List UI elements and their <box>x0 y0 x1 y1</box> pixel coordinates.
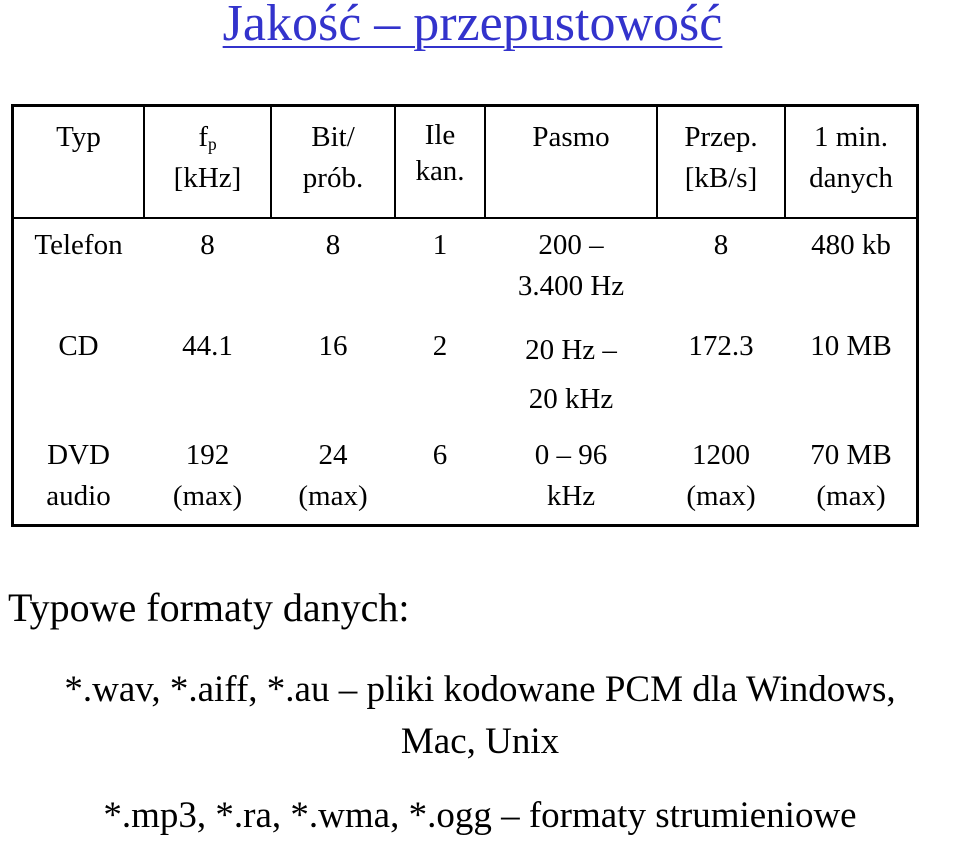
table-cell: 44.1 <box>182 330 233 362</box>
section-heading: Typowe formaty danych: <box>8 585 410 630</box>
table-cell: 20 Hz – 20 kHz <box>525 334 617 416</box>
table-cell: 10 MB <box>810 330 892 362</box>
table-cell: 192 (max) <box>172 439 243 512</box>
format-line: *.mp3, *.ra, *.wma, *.ogg – formaty strumieniowe <box>103 795 857 836</box>
table-cell: 70 MB (max) <box>810 439 892 512</box>
table-cell: 24 (max) <box>298 439 368 512</box>
table-cell: 480 kb <box>811 229 891 261</box>
header-band: Pasmo <box>532 121 610 153</box>
table-cell: 8 <box>325 229 341 261</box>
table-cell: 8 <box>200 229 215 261</box>
page-title: Jakość – przepustowość <box>222 0 723 52</box>
table-cell: 16 <box>318 330 348 362</box>
header-one-minute-data: 1 min. danych <box>809 121 893 194</box>
table-cell: 1200 (max) <box>686 439 756 512</box>
table-cell: 6 <box>432 439 448 471</box>
table-cell: 8 <box>713 229 729 261</box>
table-cell: 200 – 3.400 Hz <box>517 229 625 302</box>
table-cell: 1 <box>432 229 448 261</box>
header-divider <box>14 217 916 219</box>
table-cell: 2 <box>432 330 448 362</box>
header-bits-per-sample: Bit/ prób. <box>302 121 364 194</box>
header-typ: Typ <box>56 121 101 153</box>
header-sampling-frequency: $f_p$ [kHz] <box>173 121 242 194</box>
format-line: *.wav, *.aiff, *.au – pliki kodowane PCM dla Windows, <box>64 669 896 710</box>
table-cell: 172.3 <box>688 330 754 362</box>
format-line: Mac, Unix <box>400 721 560 762</box>
header-throughput: Przep. [kB/s] <box>684 121 758 194</box>
quality-table <box>11 104 919 527</box>
table-cell: CD <box>58 330 99 362</box>
table-cell: Telefon <box>34 229 123 261</box>
header-channels: Ile kan. <box>415 119 465 188</box>
table-cell: 0 – 96 kHz <box>534 439 608 512</box>
table-cell: DVD audio <box>46 439 111 512</box>
